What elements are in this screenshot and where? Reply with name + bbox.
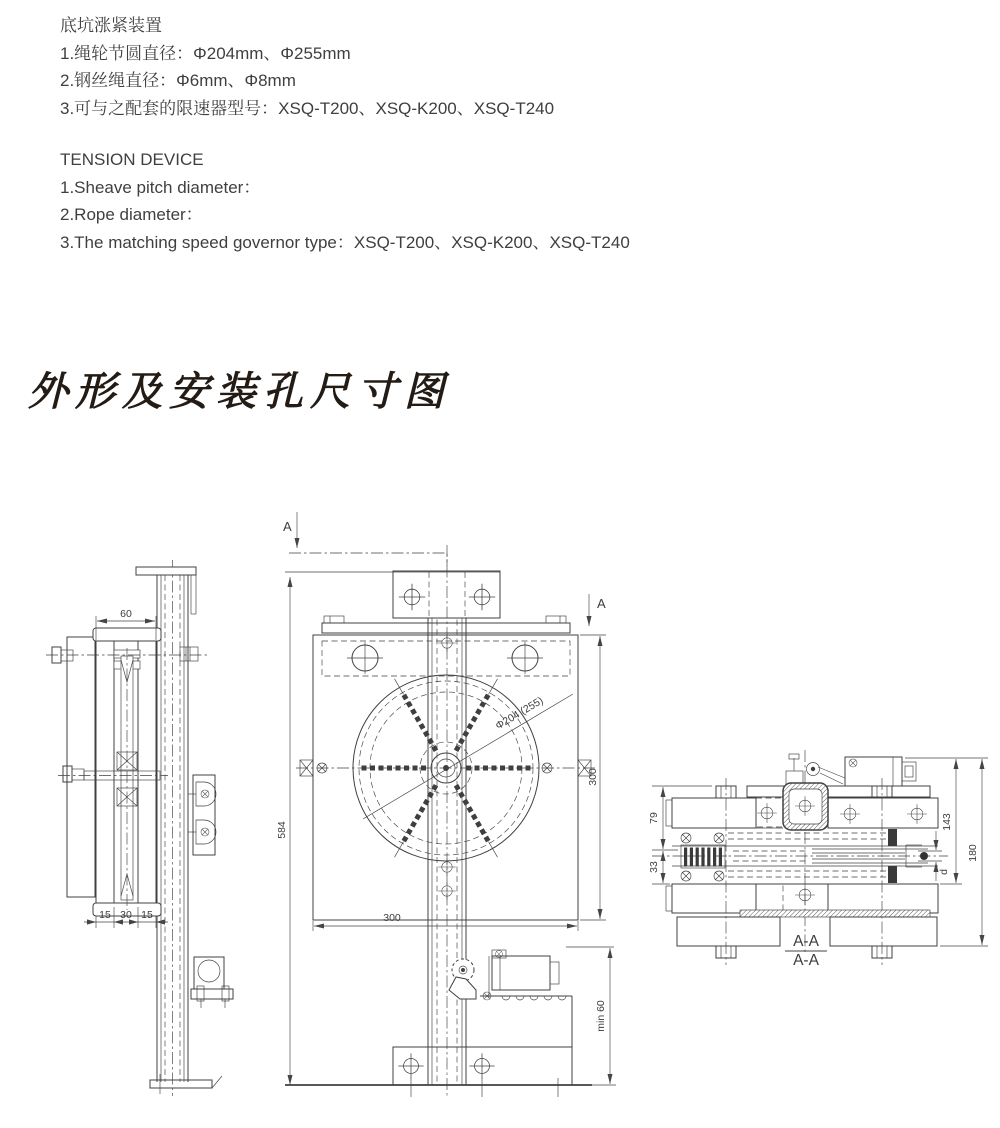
dim-label-min-60: min 60 — [595, 1000, 607, 1032]
spec-en-item-3: 3.The matching speed governor type：XSQ-T200、XSQ-K200、XSQ-T240 — [60, 232, 630, 252]
dimension-overall-584 — [276, 577, 290, 1085]
spec-cn-item-2: 2.钢丝绳直径：Φ6mm、Φ8mm — [60, 71, 296, 90]
dim-label-79: 79 — [648, 812, 660, 824]
dimension-180 — [940, 759, 988, 946]
section-title — [785, 933, 827, 969]
dimension-79 — [648, 786, 712, 850]
rope-section-dot — [920, 852, 928, 860]
dim-label-143: 143 — [941, 813, 953, 831]
spec-cn-item-3: 3.可与之配套的限速器型号：XSQ-T200、XSQ-K200、XSQ-T240 — [60, 98, 555, 118]
front-view-drawing — [276, 512, 616, 1098]
tension-switch-assembly — [449, 950, 572, 1047]
side-view-drawing — [46, 560, 233, 1096]
dim-label-33: 33 — [648, 861, 660, 873]
dim-label-300-right: 300 — [587, 768, 599, 786]
rope-clamp — [812, 829, 928, 883]
top-mounting-strip — [747, 786, 930, 797]
spec-cn-item-1: 1.绳轮节圆直径：Φ204mm、Φ255mm — [60, 43, 351, 63]
center-axle-bolt — [58, 766, 168, 782]
sheave-diameter-label: Φ204 (255) — [493, 694, 546, 733]
dimension-pit-clearance — [566, 947, 616, 1085]
sheave-rim-profile — [117, 648, 137, 910]
sheave-bracket-plates — [67, 637, 156, 916]
section-switch — [786, 754, 916, 786]
spec-en-item-2: 2.Rope diameter： — [60, 205, 203, 224]
dim-label-300-bottom: 300 — [383, 912, 401, 924]
spec-en-title: TENSION DEVICE — [60, 150, 204, 169]
top-plate-row — [666, 783, 938, 830]
section-title-line2: A-A — [793, 952, 819, 969]
dim-label-d: d — [938, 869, 950, 875]
sheave-top-cap — [93, 628, 161, 641]
sheave-diameter-callout — [363, 694, 573, 819]
spec-en-item-1: 1.Sheave pitch diameter： — [60, 177, 261, 197]
top-crossbar — [322, 616, 570, 633]
dimension-143 — [905, 758, 988, 884]
rail-switch — [191, 957, 233, 1008]
bottom-plate-row — [666, 884, 938, 917]
section-mark-top — [283, 512, 447, 566]
section-label-top: A — [283, 519, 292, 534]
spring-grid-block — [681, 833, 725, 881]
top-fixing-bracket — [285, 571, 500, 618]
section-view-drawing — [648, 750, 988, 969]
dim-label-584: 584 — [276, 821, 288, 839]
upper-bracket-hidden — [322, 641, 570, 676]
spec-block-chinese — [60, 12, 554, 122]
dimension-plate-width-300 — [313, 912, 578, 931]
spec-cn-title: 底坑涨紧装置 — [60, 16, 162, 35]
section-title-line1: A-A — [793, 933, 819, 950]
rail-clip-plate — [188, 775, 216, 855]
spec-block-english — [60, 146, 630, 256]
section-label-right: A — [597, 596, 606, 611]
dim-label-15-right: 15 — [141, 909, 153, 921]
dim-label-60: 60 — [120, 608, 132, 620]
dim-label-30: 30 — [120, 909, 132, 921]
dim-label-15-left: 15 — [99, 909, 111, 921]
dimension-plate-height-300 — [580, 635, 606, 920]
dim-label-180: 180 — [967, 844, 979, 862]
section-heading: 外形及安装孔尺寸图 — [28, 368, 451, 415]
section-mark-right — [589, 594, 606, 626]
base-plate — [285, 1047, 592, 1097]
